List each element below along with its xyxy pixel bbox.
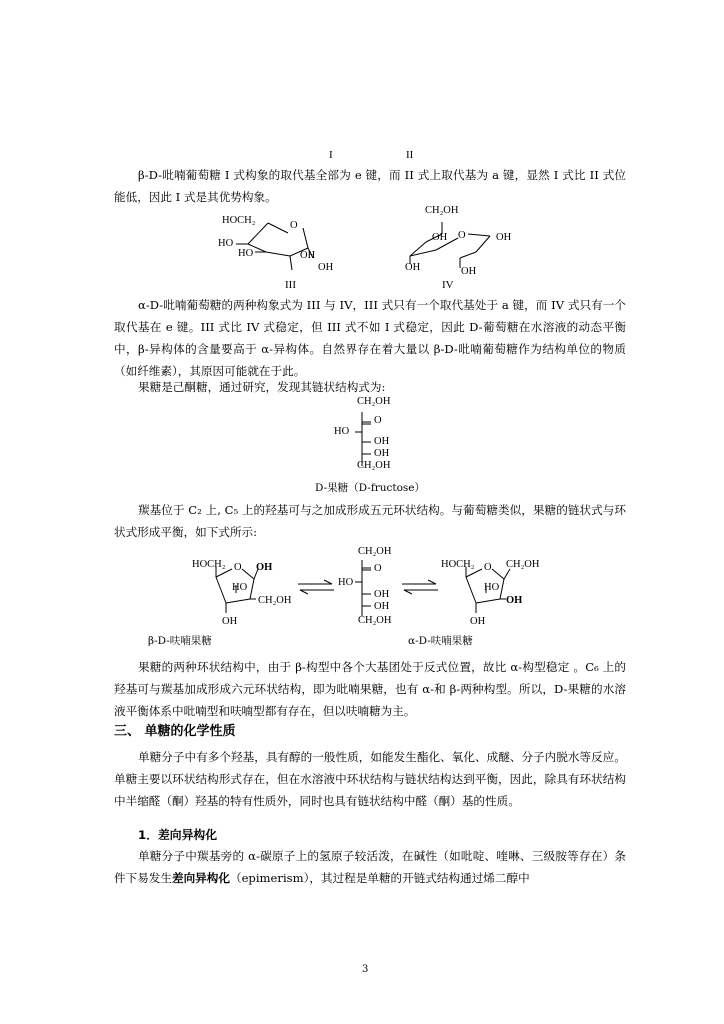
eq-left-ch2oh: CH₂OH <box>258 595 292 606</box>
eq-right-oh: OH <box>470 616 486 627</box>
eq-left-oh: OH <box>222 616 238 627</box>
eq-left-o: O <box>234 562 242 573</box>
section-heading: 三、 单糖的化学性质 <box>114 724 236 739</box>
term-epimerization: 差向异构化 <box>171 871 230 885</box>
s4-oh-top: OH <box>432 232 448 243</box>
eq-right-caption: α-D-呋喃果糖 <box>408 635 473 647</box>
eq-mid-top: CH₂OH <box>358 546 392 557</box>
s3-o: O <box>290 220 298 231</box>
s3-oh2: OH <box>318 262 334 273</box>
paragraph-5: 果糖的两种环状结构中，由于 β-构型中各个大基团处于反式位置，故比 α-构型稳定 。C₆ 上的羟基可与羰基加成形成六元环状结构，即为吡喃果糖，也有 α-和 β-两种构型。所以，D-果糖的水溶液平衡体系中吡喃型和呋喃型都有存在，但以呋喃糖为主。 <box>114 660 626 718</box>
eq-mid-oh2: OH <box>374 601 390 612</box>
eq-right-ho: HO <box>484 582 500 593</box>
page-number: 3 <box>362 964 369 975</box>
eq-left-caption: β-D-呋喃果糖 <box>148 635 212 647</box>
label-ii: II <box>406 149 414 161</box>
eq-left-ho: HO <box>232 582 248 593</box>
paragraph-4: 羰基位于 C₂ 上, C₅ 上的羟基可与之加成形成五元环状结构。与葡萄糖类似，果糖的链状式与环状式形成平衡，如下式所示: <box>114 503 626 539</box>
fischer-caption: D-果糖（D-fructose） <box>315 482 426 494</box>
eq-mid-o: O <box>374 563 382 574</box>
s4-oh-right: OH <box>496 232 512 243</box>
paragraph-1: β-D-吡喃葡萄糖 I 式构象的取代基全部为 e 键，而 II 式上取代基为 a 键，显然 I 式比 II 式位能低，因此 I 式是其优势构象。 <box>114 168 626 204</box>
paragraph-6: 单糖分子中有多个羟基，具有醇的一般性质，如能发生酯化、氧化、成醚、分子内脱水等反应。单糖主要以环状结构形式存在，但在水溶液中环状结构与链状结构达到平衡，因此，除具有环状结构中半缩醛（酮）羟基的特有性质外，同时也具有链状结构中醛（酮）基的性质。 <box>114 750 626 808</box>
eq-left-oh-bold: OH <box>256 562 273 573</box>
subheading: 1．差向异构化 <box>138 828 217 842</box>
equilibrium-arrow-1 <box>296 578 336 598</box>
fischer-ho: HO <box>334 426 350 437</box>
s3-oh1: OH <box>300 250 316 261</box>
paragraph-7-part-b: （epimerism），其过程是单糖的开链式结构通过烯二醇中 <box>229 871 530 885</box>
fischer-oh2: OH <box>374 448 390 459</box>
eq-left-hoch2: HOCH₂ <box>192 559 226 570</box>
s3-hoch2: HOCH₂ <box>222 215 256 226</box>
paragraph-7 <box>114 845 626 889</box>
paragraph-3: 果糖是己酮糖，通过研究，发现其链状结构式为: <box>138 380 386 394</box>
s4-o: O <box>458 230 466 241</box>
paragraph-7-part-a: 单糖分子中羰基旁的 α-碳原子上的氢原子较活泼，在碱性（如吡啶、喹啉、三级胺等存在）条件下易发生 <box>114 849 626 885</box>
s4-oh-left: OH <box>405 262 421 273</box>
eq-right-o: O <box>484 562 492 573</box>
eq-right-oh-bold: OH <box>506 595 523 606</box>
s4-oh-bottom: OH <box>461 266 477 277</box>
eq-mid-oh1: OH <box>374 589 390 600</box>
eq-right-hoch2: HOCH₂ <box>441 559 475 570</box>
label-iii: III <box>285 279 296 291</box>
eq-right-ch2oh: CH₂OH <box>506 559 540 570</box>
fischer-o: O <box>374 415 382 426</box>
paragraph-2: α-D-吡喃葡萄糖的两种构象式为 III 与 IV，III 式只有一个取代基处于 a 键，而 IV 式只有一个取代基在 e 键。III 式比 IV 式稳定，但 III 式不如 I 式稳定，因此 D-葡萄糖在水溶液的动态平衡中，β-异构体的含量要高于 α-异构体。自然界存在着大量以 β-D-吡喃葡萄糖作为结构单位的物质（如纤维素），其原因可能就在于此。 <box>114 298 626 378</box>
s3-ho1: HO <box>218 238 234 249</box>
fischer-top: CH₂OH <box>357 396 391 407</box>
eq-mid-ho: HO <box>338 577 354 588</box>
eq-mid-bottom: CH₂OH <box>358 615 392 626</box>
fischer-oh1: OH <box>374 436 390 447</box>
label-i: I <box>329 149 333 161</box>
label-iv: IV <box>442 279 454 291</box>
s4-ch2oh: CH₂OH <box>425 205 459 216</box>
s3-ho2: HO <box>238 248 254 259</box>
equilibrium-arrow-2 <box>400 578 440 598</box>
fischer-bottom: CH₂OH <box>357 460 391 471</box>
